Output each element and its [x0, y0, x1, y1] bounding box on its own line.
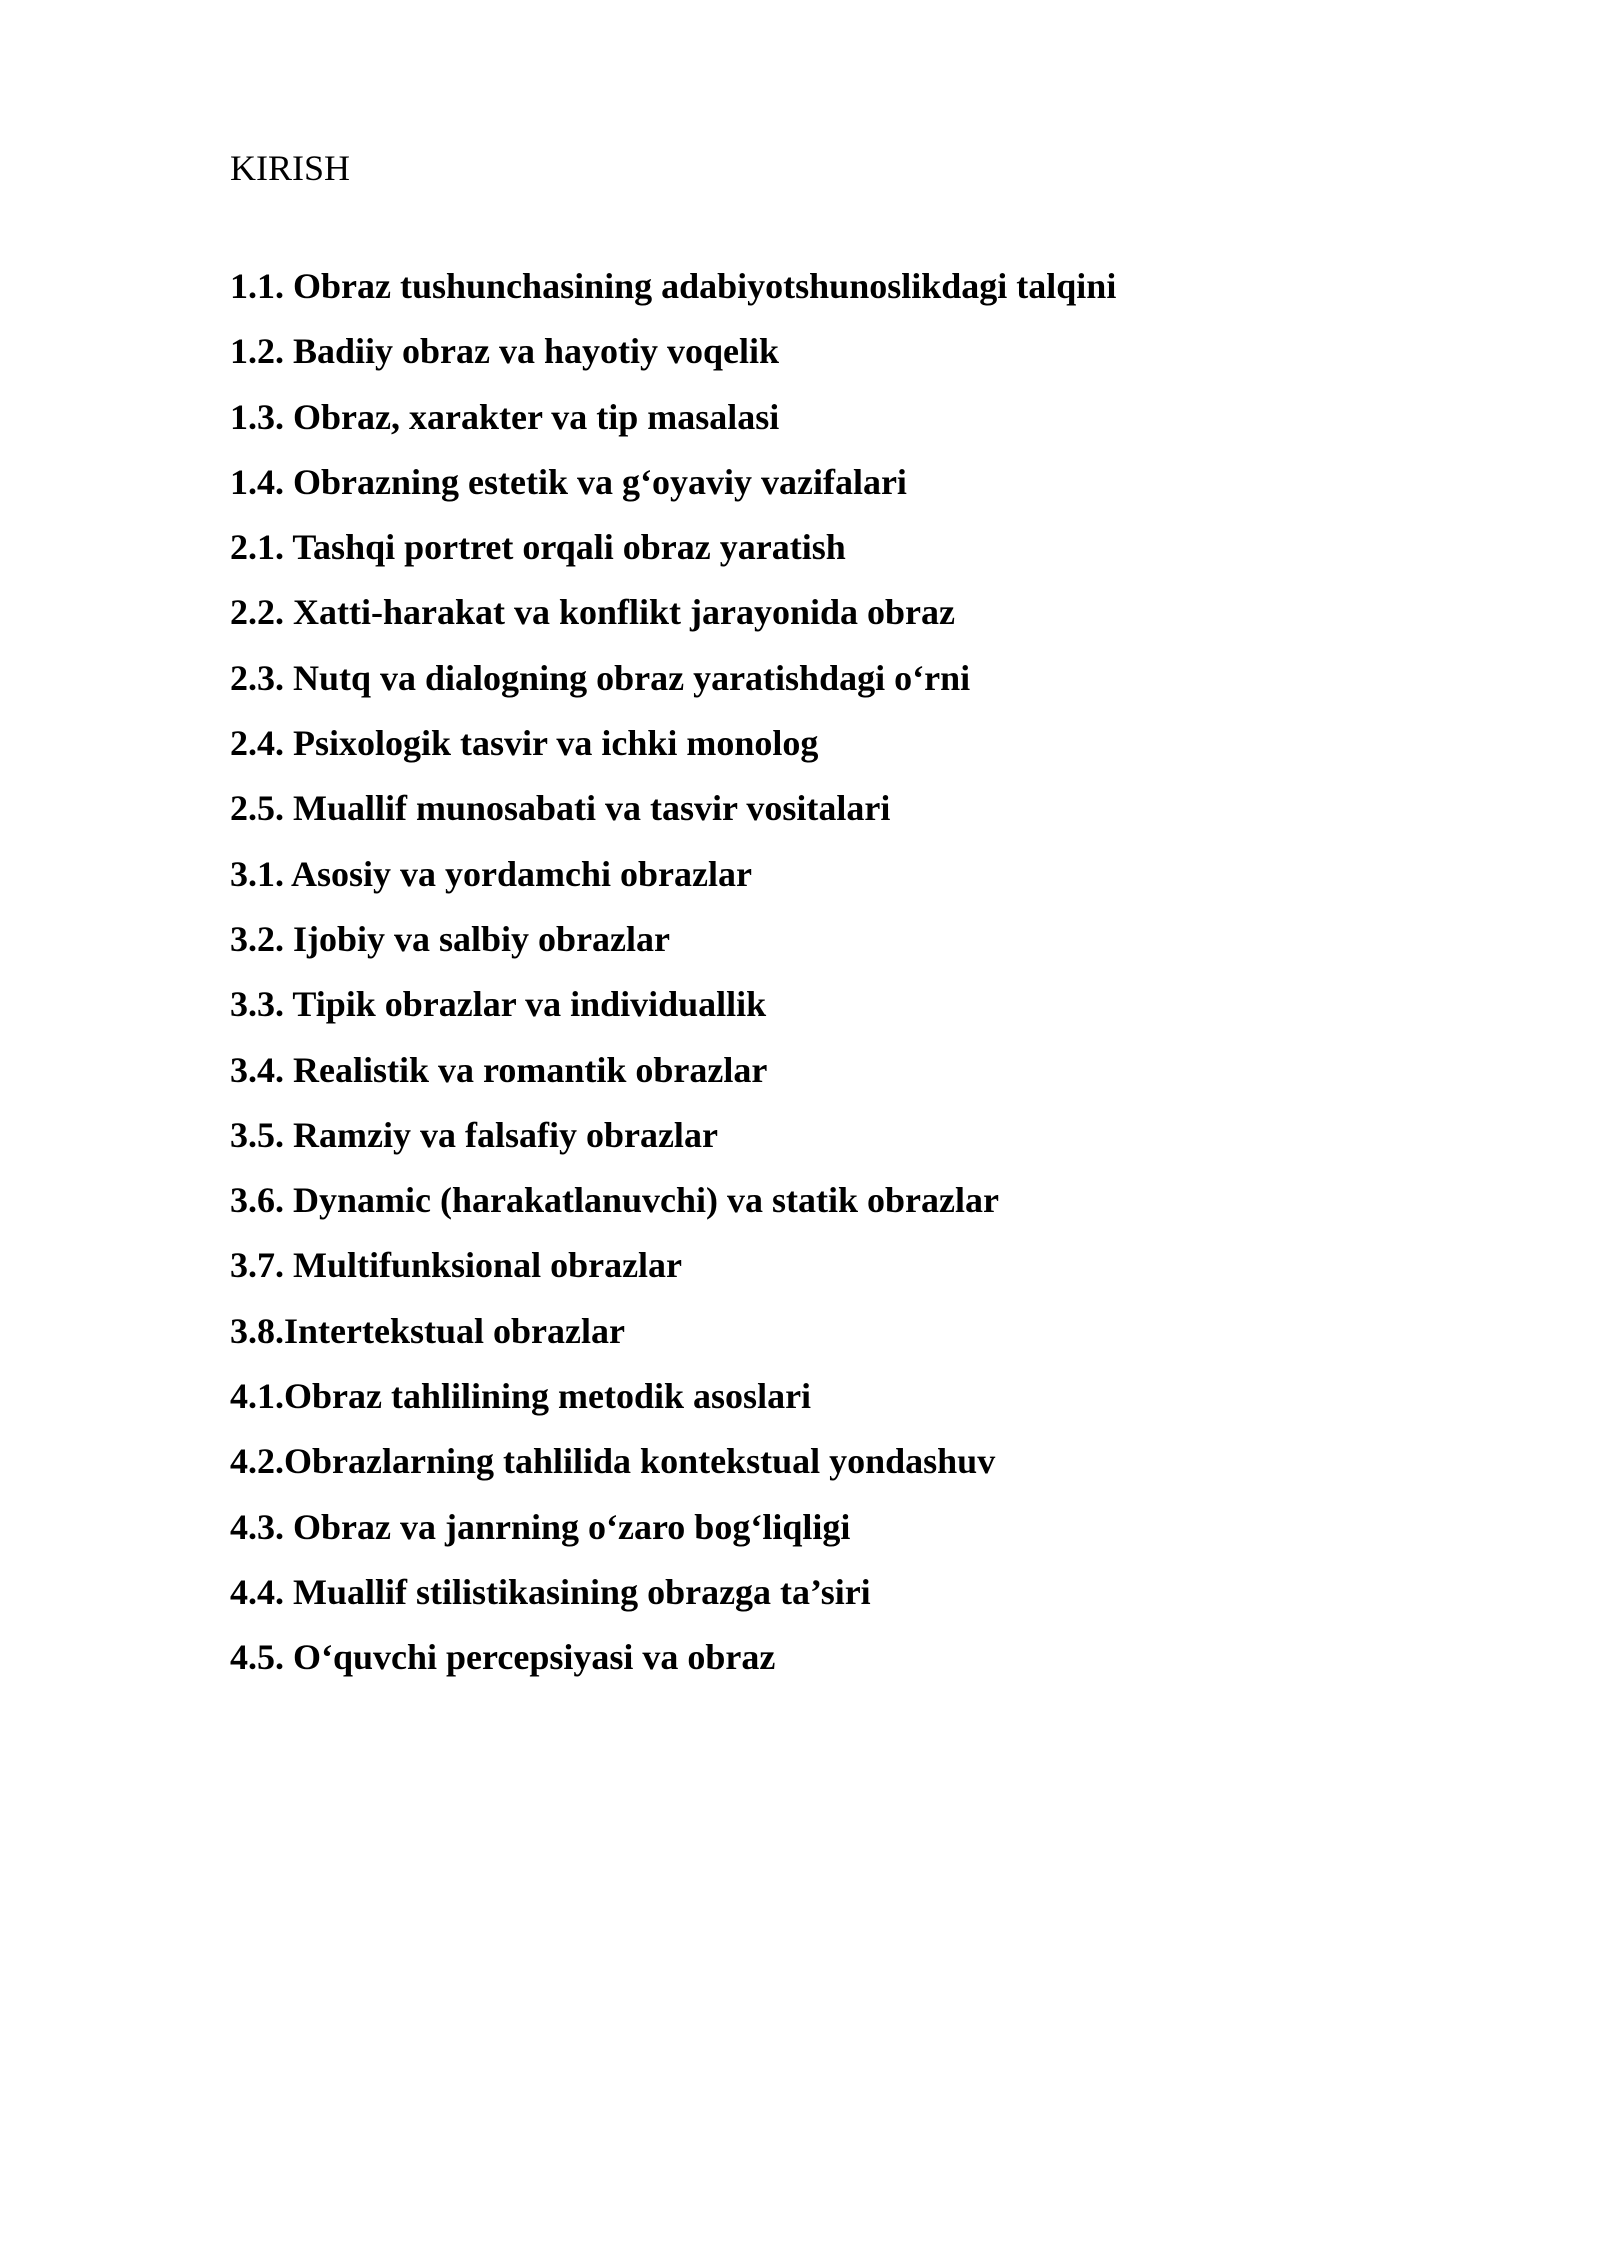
toc-item: 2.4. Psixologik tasvir va ichki monolog — [230, 723, 819, 764]
toc-item: 3.2. Ijobiy va salbiy obrazlar — [230, 918, 671, 959]
page-heading: KIRISH — [230, 148, 351, 188]
toc-item: 1.4. Obrazning estetik va g‘oyaviy vazifalari — [230, 461, 907, 502]
toc-item: 4.1.Obraz tahlilining metodik asoslari — [230, 1376, 812, 1417]
toc-item: 3.3. Tipik obrazlar va individuallik — [230, 984, 767, 1025]
toc-item: 3.6. Dynamic (harakatlanuvchi) va statik obrazlar — [230, 1180, 999, 1221]
toc-item: 1.2. Badiiy obraz va hayotiy voqelik — [230, 331, 780, 372]
toc-item: 2.5. Muallif munosabati va tasvir vositalari — [230, 788, 891, 829]
toc-item: 2.1. Tashqi portret orqali obraz yaratish — [230, 527, 846, 568]
toc-item: 3.7. Multifunksional obrazlar — [230, 1245, 683, 1286]
toc-item: 3.1. Asosiy va yordamchi obrazlar — [230, 853, 752, 894]
toc-item: 4.3. Obraz va janrning o‘zaro bog‘liqligi — [230, 1506, 851, 1547]
toc-item: 3.5. Ramziy va falsafiy obrazlar — [230, 1114, 718, 1155]
toc-item: 4.5. O‘quvchi percepsiyasi va obraz — [230, 1637, 776, 1678]
toc-item: 2.3. Nutq va dialogning obraz yaratishdagi o‘rni — [230, 657, 971, 698]
toc-item: 3.4. Realistik va romantik obrazlar — [230, 1049, 768, 1090]
toc-item: 3.8.Intertekstual obrazlar — [230, 1310, 625, 1351]
toc-item: 4.4. Muallif stilistikasining obrazga ta’siri — [230, 1571, 871, 1612]
table-of-contents — [230, 254, 1116, 1691]
toc-item: 1.3. Obraz, xarakter va tip masalasi — [230, 396, 780, 437]
toc-item: 2.2. Xatti-harakat va konflikt jarayonida obraz — [230, 592, 956, 633]
toc-item: 1.1. Obraz tushunchasining adabiyotshunoslikdagi talqini — [230, 266, 1117, 306]
toc-item: 4.2.Obrazlarning tahlilida kontekstual yondashuv — [230, 1441, 996, 1482]
